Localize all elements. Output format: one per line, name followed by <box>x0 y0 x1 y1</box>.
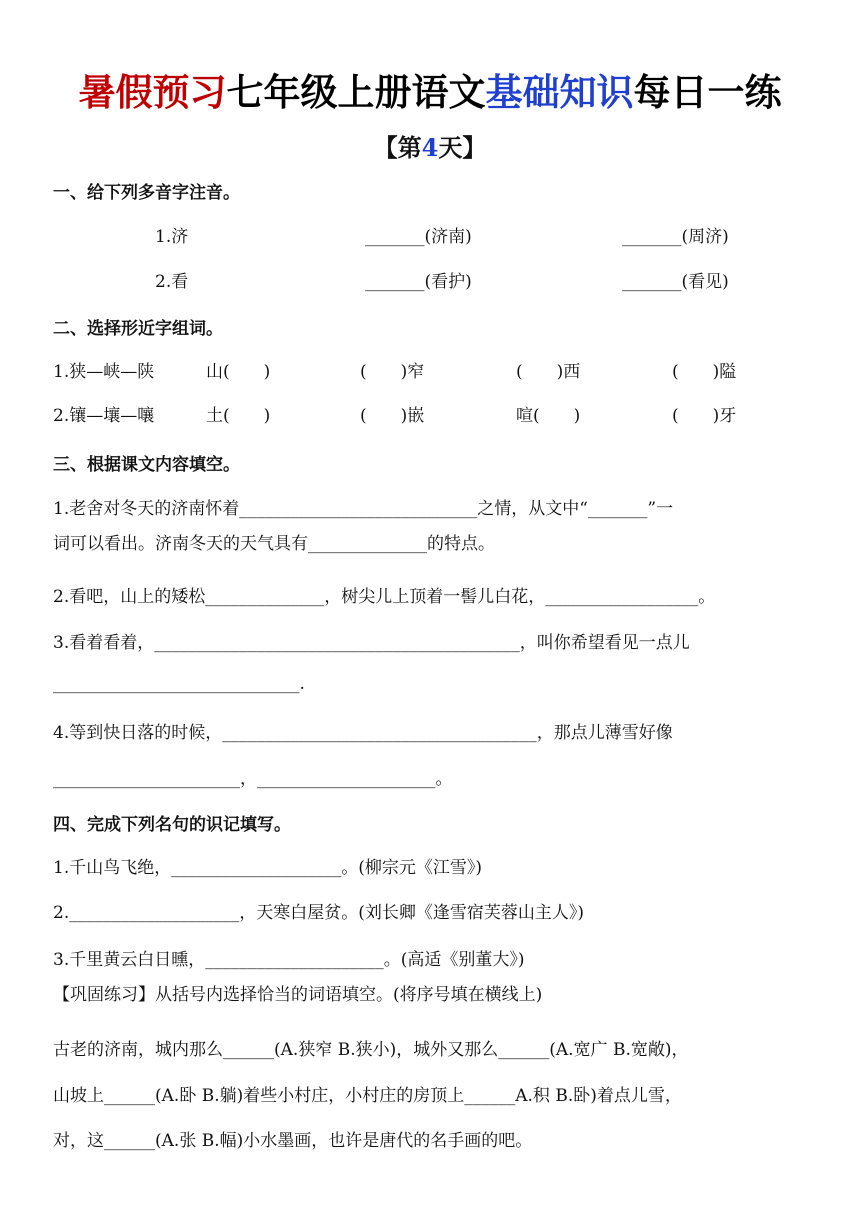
section-1-heading: 一、给下列多音字注音。 <box>53 183 240 203</box>
section-3-heading: 三、根据课文内容填空。 <box>53 455 240 475</box>
s1-row1-blank-b[interactable]: _______(周济) <box>622 227 729 247</box>
section-2-heading: 二、选择形近字组词。 <box>53 319 223 339</box>
practice-line-3[interactable]: 对，这______(A.张 B.幅)小水墨画，也许是唐代的名手画的吧。 <box>53 1131 533 1151</box>
s4-q2[interactable]: 2.____________________，天寒白屋贫。(刘长卿《逢雪宿芙蓉山主人》) <box>53 903 584 923</box>
s3-q4-line2[interactable]: ______________________，_____________________。 <box>53 769 453 789</box>
s2-row1-label: 1.狭—峡—陕 <box>53 362 155 382</box>
practice-line-2[interactable]: 山坡上______(A.卧 B.躺)着些小村庄，小村庄的房顶上______A.积 B.卧)着点儿雪， <box>53 1086 682 1106</box>
s2-row1-cell2[interactable]: ( )窄 <box>360 362 425 382</box>
s2-row2-cell2[interactable]: ( )嵌 <box>360 406 425 426</box>
s2-row1-cell4[interactable]: ( )隘 <box>672 362 737 382</box>
s1-row2-blank-a[interactable]: _______(看护) <box>365 272 472 292</box>
s1-row1-label: 1.济 <box>155 227 189 247</box>
page-title <box>0 62 860 116</box>
day-open: 【第 <box>373 133 422 162</box>
s3-q1-line1[interactable]: 1.老舍对冬天的济南怀着____________________________之情，从文中“_______”一 <box>53 499 674 519</box>
day-number: 4 <box>421 133 439 162</box>
s4-q1[interactable]: 1.千山鸟飞绝，____________________。(柳宗元《江雪》) <box>53 858 482 878</box>
s3-q3-line2[interactable]: _____________________________. <box>53 674 305 694</box>
s1-row1-blank-a[interactable]: _______(济南) <box>365 227 472 247</box>
s2-row1-cell3[interactable]: ( )西 <box>516 362 581 382</box>
s2-row2-label: 2.镶—壤—嚷 <box>53 406 155 426</box>
s2-row2-cell3[interactable]: 喧( ) <box>516 406 581 426</box>
day-close: 天】 <box>438 133 487 162</box>
s2-row2-cell4[interactable]: ( )牙 <box>672 406 737 426</box>
s3-q4-line1[interactable]: 4.等到快日落的时候，_____________________________________，那点儿薄雪好像 <box>53 723 673 743</box>
title-part-3: 基础知识 <box>485 70 634 114</box>
s3-q3-line1[interactable]: 3.看着看着，___________________________________________，叫你希望看见一点儿 <box>53 633 690 653</box>
title-part-1: 暑假预习 <box>78 70 227 114</box>
s1-row2-blank-b[interactable]: _______(看见) <box>622 272 729 292</box>
s3-q2[interactable]: 2.看吧，山上的矮松______________，树尖儿上顶着一髻儿白花，__________________。 <box>53 587 716 607</box>
practice-line-1[interactable]: 古老的济南，城内那么______(A.狭窄 B.狭小)，城外又那么______(A.宽广 B.宽敞)， <box>53 1040 689 1060</box>
title-part-2: 七年级上册语文 <box>226 70 486 114</box>
section-4-heading: 四、完成下列名句的识记填写。 <box>53 815 291 835</box>
s3-q1-line2[interactable]: 词可以看出。济南冬天的天气具有______________的特点。 <box>53 534 495 554</box>
s1-row2-label: 2.看 <box>155 272 189 292</box>
s2-row2-cell1[interactable]: 土( ) <box>206 406 271 426</box>
s4-q3[interactable]: 3.千里黄云白日曛，_____________________。(高适《别董大》) <box>53 950 525 970</box>
s2-row1-cell1[interactable]: 山( ) <box>206 362 271 382</box>
day-label <box>0 128 860 163</box>
title-part-4: 每日一练 <box>633 70 782 114</box>
practice-heading: 【巩固练习】从括号内选择恰当的词语填空。(将序号填在横线上) <box>53 985 543 1005</box>
